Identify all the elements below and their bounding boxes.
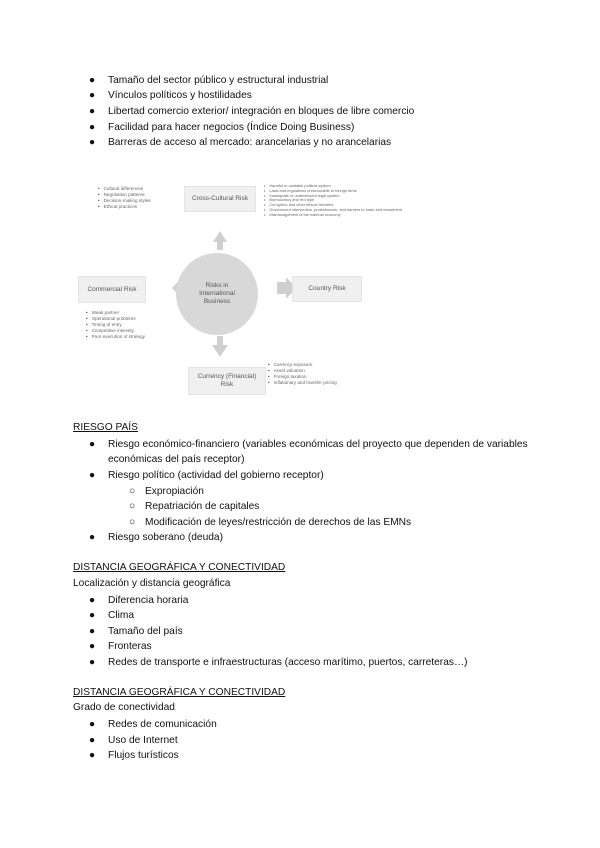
section-heading-distancia-2: DISTANCIA GEOGRÁFICA Y CONECTIVIDAD	[73, 687, 286, 698]
list-item: • Laws and regulations unfavourable to foreign firms	[264, 189, 402, 194]
section-heading-riesgo-pais: RIESGO PAÍS	[73, 422, 138, 433]
list-item: • Decision-making styles	[98, 198, 151, 204]
list-item: • Government intervention, protectionism, and barriers to trade and investment	[264, 208, 402, 213]
list-item: • Weak partner	[86, 310, 145, 316]
list-item: • Inadequate or undeveloped legal system	[264, 194, 402, 199]
list-item: • Bureaucracy and red tape	[264, 198, 402, 203]
cross-cultural-list	[98, 186, 151, 210]
list-item: ● Fronteras	[89, 641, 152, 652]
list-item: ● Tamaño del sector público y estructural industrial	[89, 75, 329, 86]
list-item: • Currency exposure	[268, 362, 337, 368]
list-item: ● Barreras de acceso al mercado: arancelarias y no arancelarias	[89, 137, 392, 148]
list-item: • Poor execution of strategy	[86, 334, 145, 340]
center-circle: Risks in International Business	[176, 253, 258, 335]
list-item: ● Flujos turísticos	[89, 750, 179, 761]
list-item: ● Uso de Internet	[89, 735, 178, 746]
section-subtitle: Grado de conectividad	[73, 702, 175, 713]
list-item: • Cultural differences	[98, 186, 151, 192]
cross-cultural-risk-box: Cross-Cultural Risk	[184, 186, 256, 212]
list-item: ● Libertad comercio exterior/ integración en bloques de libre comercio	[89, 106, 415, 117]
sub-list-item: ○ Expropiación	[129, 486, 204, 497]
commercial-risk-list	[86, 310, 145, 340]
country-risk-list	[264, 184, 402, 218]
list-item-continuation: económicas del país receptor)	[108, 454, 245, 465]
section-heading-distancia-1: DISTANCIA GEOGRÁFICA Y CONECTIVIDAD	[73, 562, 286, 573]
list-item: ● Riesgo político (actividad del gobierno receptor)	[89, 470, 324, 481]
list-item: ● Redes de comunicación	[89, 719, 217, 730]
list-item: • Foreign taxation	[268, 374, 337, 380]
currency-risk-box: Currency (Financial) Risk	[188, 367, 266, 395]
arrow-down	[212, 336, 228, 357]
list-item: • Ethical practices	[98, 204, 151, 210]
list-item: ● Diferencia horaria	[89, 595, 189, 606]
commercial-risk-box: Commercial Risk	[78, 276, 146, 303]
sub-list-item: ○ Modificación de leyes/restricción de derechos de las EMNs	[129, 517, 412, 528]
list-item: • Competitive intensity	[86, 328, 145, 334]
list-item: ● Redes de transporte e infraestructuras (acceso marítimo, puertos, carreteras…)	[89, 657, 468, 668]
list-item: • Operational problems	[86, 316, 145, 322]
section-subtitle: Localización y distancia geográfica	[73, 578, 231, 589]
list-item: ● Facilidad para hacer negocios (Índice Doing Business)	[89, 122, 355, 133]
arrow-up	[213, 231, 227, 250]
risks-diagram	[76, 178, 402, 398]
list-item: ● Riesgo económico-financiero (variables económicas del proyecto que dependen de variables	[89, 439, 528, 450]
list-item: ● Riesgo soberano (deuda)	[89, 532, 223, 543]
list-item: • Timing of entry	[86, 322, 145, 328]
list-item: • Inflationary and transfer pricing	[268, 380, 337, 386]
country-risk-box: Country Risk	[292, 276, 362, 302]
list-item: ● Vínculos políticos y hostilidades	[89, 90, 252, 101]
sub-list-item: ○ Repatriación de capitales	[129, 501, 260, 512]
currency-risk-list	[268, 362, 337, 386]
list-item: • Harmful or unstable political system	[264, 184, 402, 189]
list-item: ● Tamaño del país	[89, 626, 183, 637]
list-item: ● Clima	[89, 610, 135, 621]
list-item: • Asset valuation	[268, 368, 337, 374]
list-item: • Corruption and other ethical blunders	[264, 203, 402, 208]
list-item: • Negotiation patterns	[98, 192, 151, 198]
list-item: • Mismanagement of the national economy	[264, 213, 402, 218]
